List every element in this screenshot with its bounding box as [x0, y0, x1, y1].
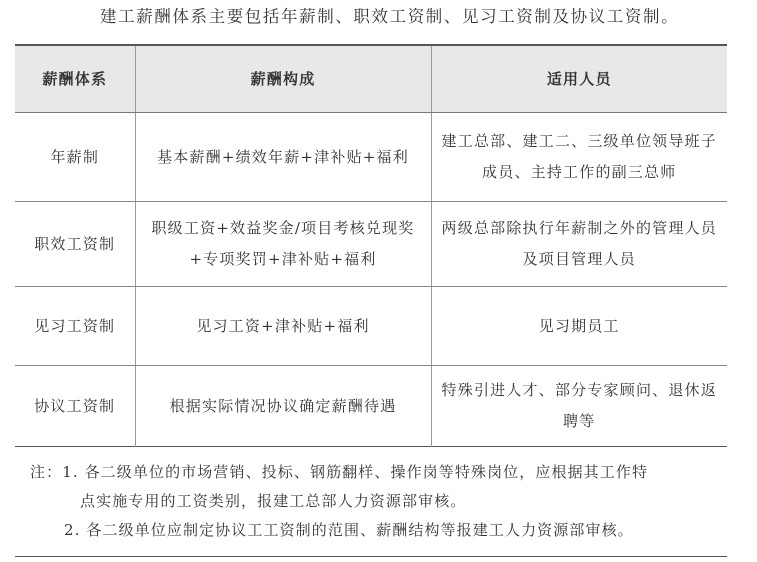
cell-system: 见习工资制 [15, 287, 135, 366]
note-item-1-line-2: 点实施专用的工资类别，报建工总部人力资源部审核。 [80, 492, 467, 510]
cell-system: 职效工资制 [15, 202, 135, 287]
table-row [15, 366, 727, 447]
note-item-1 [30, 458, 730, 487]
header-composition: 薪酬构成 [135, 45, 431, 113]
cell-system: 协议工资制 [34, 396, 116, 415]
cell-personnel: 两级总部除执行年薪制之外的管理人员及项目管理人员 [431, 202, 727, 287]
table-row [15, 113, 727, 202]
bottom-rule [15, 556, 727, 557]
table-header-row [15, 45, 727, 113]
table-row [15, 202, 727, 287]
cell-personnel: 特殊引进人才、部分专家顾问、退休返聘等 [431, 366, 727, 447]
table-row [15, 287, 727, 366]
note-item-2: 2. 各二级单位应制定协议工工资制的范围、薪酬结构等报建工人力资源部审核。 [64, 521, 634, 539]
note-label: 注： [30, 463, 63, 481]
cell-system: 年薪制 [15, 113, 135, 202]
note-item-1-line-1: 1. 各二级单位的市场营销、投标、钢筋翻样、操作岗等特殊岗位，应根据其工作特 [62, 463, 649, 481]
header-system: 薪酬体系 [15, 45, 135, 113]
cell-composition: 见习工资+津补贴+福利 [135, 287, 431, 366]
header-personnel: 适用人员 [431, 45, 727, 113]
compensation-table-container [15, 44, 727, 447]
cell-personnel: 建工总部、建工二、三级单位领导班子成员、主持工作的副三总师 [431, 113, 727, 202]
table-notes [30, 458, 730, 545]
compensation-table [15, 44, 727, 447]
cell-composition: 职级工资+效益奖金/项目考核兑现奖+专项奖罚+津补贴+福利 [135, 202, 431, 287]
intro-text: 建工薪酬体系主要包括年薪制、职效工资制、见习工资制及协议工资制。 [100, 7, 680, 26]
cell-personnel: 见习期员工 [431, 287, 727, 366]
cell-composition: 基本薪酬+绩效年薪+津补贴+福利 [135, 113, 431, 202]
cell-composition: 根据实际情况协议确定薪酬待遇 [135, 366, 431, 447]
